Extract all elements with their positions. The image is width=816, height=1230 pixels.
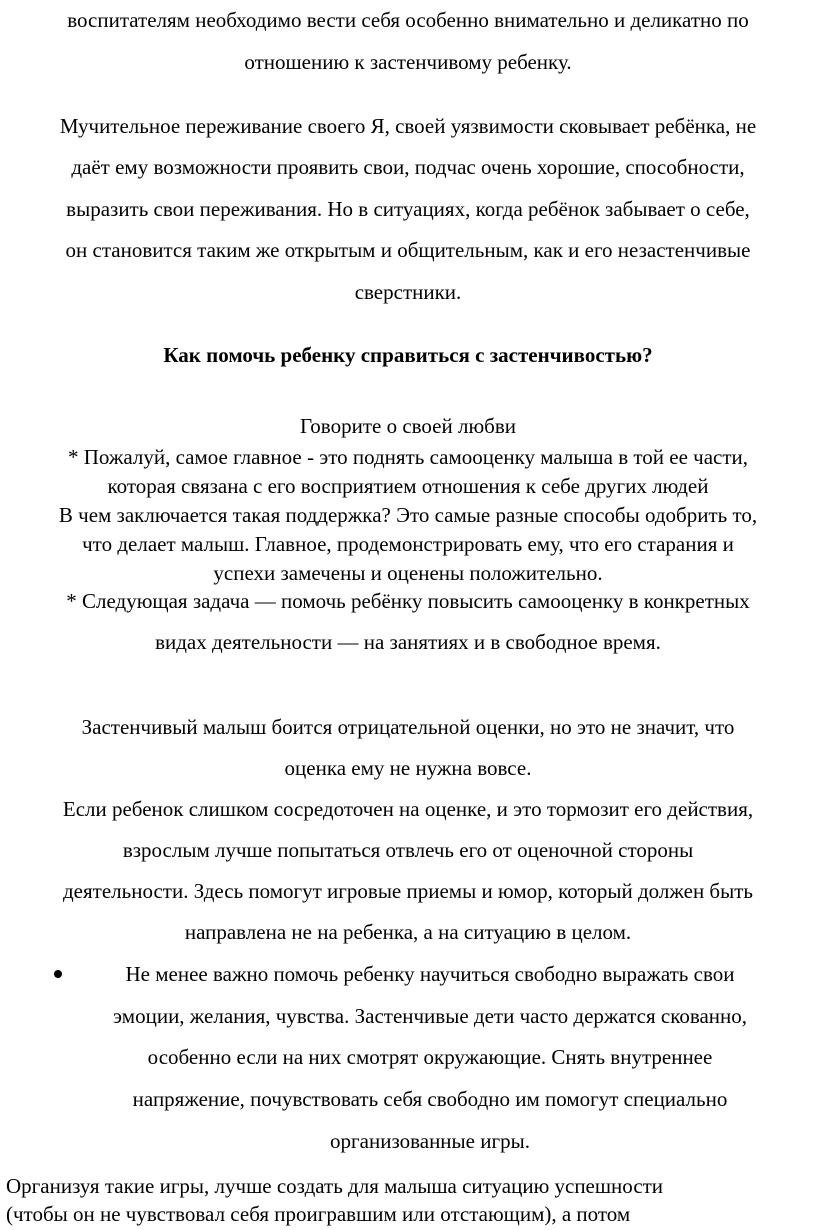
paragraph-line: выразить свои переживания. Но в ситуациях, когда ребёнок забывает о себе, [66,197,750,221]
list-item-line: эмоции, желания, чувства. Застенчивые дети часто держатся скованно, [112,1004,748,1028]
paragraph-line: направлена не на ребенка, а на ситуацию в целом. [184,920,632,944]
paragraph-line: которая связана с его восприятием отношения к себе других людей [107,474,709,498]
paragraph-line: (чтобы он не чувствовал себя проигравшим или отстающим), а потом [6,1202,631,1226]
paragraph-line: * Пожалуй, самое главное - это поднять самооценку малыша в той ее части, [67,445,749,469]
paragraph-line: сверстники. [354,280,462,304]
section-heading: Как помочь ребенку справиться с застенчивостью? [163,343,653,367]
paragraph-line: успехи замечены и оценены положительно. [213,561,603,585]
subheading: Говорите о своей любви [300,414,516,438]
paragraph-line: отношению к застенчивому ребенку. [244,50,572,74]
list-item-line: напряжение, почувствовать себя свободно им помогут специально [132,1087,728,1111]
paragraph-line: Организуя такие игры, лучше создать для малыша ситуацию успешности [6,1174,664,1198]
list-item-line: Не менее важно помочь ребенку научиться свободно выражать свои [125,962,735,986]
paragraph-line: взрослым лучше попытаться отвлечь его от оценочной стороны [122,838,694,862]
paragraph-line: он становится таким же открытым и общительным, как и его незастенчивые [65,238,751,262]
paragraph-line: воспитателям необходимо вести себя особенно внимательно и деликатно по [67,8,749,32]
list-item-line: организованные игры. [330,1129,530,1153]
paragraph-line: даёт ему возможности проявить свои, подчас очень хорошие, способности, [71,155,745,179]
paragraph-line: оценка ему не нужна вовсе. [284,756,532,780]
list-item-line: особенно если на них смотрят окружающие. Снять внутреннее [147,1045,713,1069]
paragraph-line: Если ребенок слишком сосредоточен на оценке, и это тормозит его действия, [62,797,754,821]
paragraph-line: * Следующая задача — помочь ребёнку повысить самооценку в конкретных [66,589,750,613]
paragraph-line: В чем заключается такая поддержка? Это самые разные способы одобрить то, [58,503,758,527]
paragraph-line: видах деятельности — на занятиях и в свободное время. [155,630,661,654]
paragraph-line: что делает малыш. Главное, продемонстрировать ему, что его старания и [82,532,734,556]
paragraph-line: Мучительное переживание своего Я, своей уязвимости сковывает ребёнка, не [59,114,757,138]
paragraph-line: деятельности. Здесь помогут игровые приемы и юмор, который должен быть [63,879,753,903]
paragraph-line: Застенчивый малыш боится отрицательной оценки, но это не значит, что [81,715,735,739]
